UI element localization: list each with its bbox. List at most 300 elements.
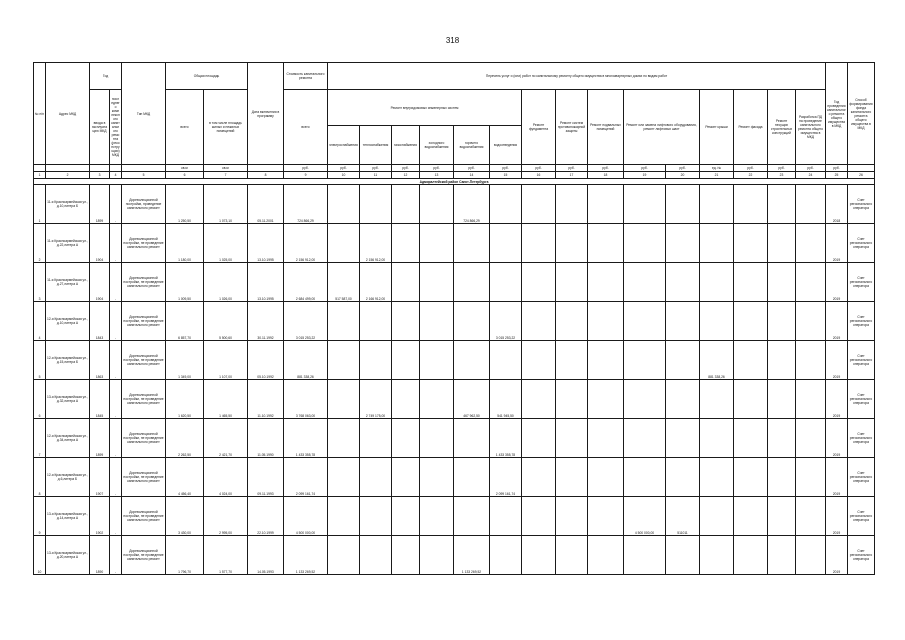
- cell-fund: Счет регионального оператора: [848, 380, 875, 419]
- cell-c12: [392, 380, 420, 419]
- cell-c15: 2 099 161,74: [490, 458, 522, 497]
- cell-c17: [556, 263, 588, 302]
- header-facade: Ремонт фасада: [734, 90, 768, 165]
- cell-date: 09.11.1993: [248, 458, 284, 497]
- cell-c16: [522, 224, 556, 263]
- cell-c13: [420, 458, 454, 497]
- cell-c14: [454, 302, 490, 341]
- cell-y1: 1904: [90, 224, 110, 263]
- cell-c20: [666, 536, 700, 575]
- cell-type: Дореволюционной постройки, не проведение капитального ремонт: [122, 536, 166, 575]
- column-number: 11: [360, 172, 392, 179]
- header-design: Разработка ПД на проведение капитального ремонта общего имущества в МКД: [796, 90, 826, 165]
- cell-c20: [666, 185, 700, 224]
- cell-y2: -: [110, 263, 122, 302]
- table-row: [34, 341, 875, 380]
- table-row: [34, 419, 875, 458]
- cell-y1: 1904: [90, 263, 110, 302]
- cell-year: 2019: [826, 380, 848, 419]
- cell-addr: 12-я Красноармейская ул., д.34,литера А: [46, 419, 90, 458]
- cell-a2: 1 026,00: [204, 263, 248, 302]
- cell-n: 4: [34, 302, 46, 341]
- column-number: 1: [34, 172, 46, 179]
- column-number: 20: [666, 172, 700, 179]
- cell-c12: [392, 341, 420, 380]
- cell-cost: 4 500 000,00: [284, 497, 328, 536]
- cell-c12: [392, 302, 420, 341]
- cell-year: 2019: [826, 458, 848, 497]
- cell-y2: -: [110, 185, 122, 224]
- cell-c17: [556, 302, 588, 341]
- cell-c12: [392, 458, 420, 497]
- cell-c15: [490, 341, 522, 380]
- unit-cell: руб.: [556, 165, 588, 172]
- cell-fund: Счет регионального оператора: [848, 536, 875, 575]
- cell-cost: 724 866,29: [284, 185, 328, 224]
- cell-c16: [522, 341, 556, 380]
- header-address: Адрес МКД: [46, 63, 90, 165]
- cell-a1: 1 250,50: [166, 185, 204, 224]
- cell-c21: [700, 419, 734, 458]
- cell-c15: [490, 497, 522, 536]
- cell-c17: [556, 497, 588, 536]
- header-cost-total: всего: [284, 90, 328, 165]
- unit-cell: [122, 165, 166, 172]
- cell-c18: [588, 341, 624, 380]
- header-area-group: Общая площадь: [166, 63, 248, 90]
- cell-fund: Счет регионального оператора: [848, 419, 875, 458]
- unit-cell: руб.: [284, 165, 328, 172]
- header-basement: Ремонт подвальных помещений: [588, 90, 624, 165]
- cell-c22: [734, 419, 768, 458]
- cell-c19: [624, 302, 666, 341]
- cell-fund: Счет регионального оператора: [848, 341, 875, 380]
- column-number: 15: [490, 172, 522, 179]
- cell-c16: [522, 302, 556, 341]
- cell-c24: [796, 185, 826, 224]
- cell-c23: [768, 419, 796, 458]
- cell-c18: [588, 497, 624, 536]
- cell-year: 2019: [826, 263, 848, 302]
- cell-c14: [454, 419, 490, 458]
- header-engineering-group: Ремонт внутридомовых инженерных систем: [328, 90, 522, 126]
- header-type: Тип МКД: [122, 63, 166, 165]
- cell-c19: [624, 536, 666, 575]
- cell-c14: 724 866,29: [454, 185, 490, 224]
- cell-c19: [624, 380, 666, 419]
- cell-c10: [328, 185, 360, 224]
- column-number: 22: [734, 172, 768, 179]
- cell-a1: 1 620,50: [166, 380, 204, 419]
- cell-c20: [666, 458, 700, 497]
- cell-c11: [360, 302, 392, 341]
- cell-a1: 1 180,00: [166, 224, 204, 263]
- cell-c14: [454, 341, 490, 380]
- header-cost-group: Стоимость капитального ремонта: [284, 63, 328, 90]
- cell-addr: 13-я Красноармейская ул., д.14,литера А: [46, 497, 90, 536]
- cell-c13: [420, 497, 454, 536]
- cell-a1: 1 349,00: [166, 341, 204, 380]
- cell-c16: [522, 458, 556, 497]
- cell-c11: [360, 185, 392, 224]
- cell-type: Дореволюционной постройки, не проведение капитального ремонт: [122, 263, 166, 302]
- cell-c11: [360, 341, 392, 380]
- cell-c15: 541 945,50: [490, 380, 522, 419]
- unit-cell: руб.: [392, 165, 420, 172]
- unit-cell: руб.: [768, 165, 796, 172]
- cell-addr: 11-я Красноармейская ул., д.22,литера А: [46, 224, 90, 263]
- header-cold-water: холодного водоснабжения: [420, 126, 454, 165]
- cell-c18: [588, 302, 624, 341]
- cell-c15: [490, 224, 522, 263]
- cell-cost: 2 684 499,00: [284, 263, 328, 302]
- cell-c24: [796, 419, 826, 458]
- cell-c11: 2 749 175,00: [360, 380, 392, 419]
- district-title: Адмиралтейский район Санкт-Петербурга: [34, 179, 875, 185]
- cell-c13: [420, 224, 454, 263]
- cell-c20: [666, 263, 700, 302]
- unit-cell: [90, 165, 110, 172]
- cell-c22: [734, 380, 768, 419]
- cell-y1: 1899: [90, 419, 110, 458]
- cell-c18: [588, 263, 624, 302]
- cell-c19: [624, 185, 666, 224]
- cell-c14: [454, 458, 490, 497]
- header-sewer: водоотведения: [490, 126, 522, 165]
- cell-a2: 1 107,00: [204, 341, 248, 380]
- header-gas: газоснабжения: [392, 126, 420, 165]
- header-area-residential: в том числе площадь жилых и нежилых помещений: [204, 90, 248, 165]
- cell-c22: [734, 224, 768, 263]
- cell-cost: 881 338,26: [284, 341, 328, 380]
- unit-cell: руб.: [360, 165, 392, 172]
- cell-c21: [700, 536, 734, 575]
- table-row: [34, 380, 875, 419]
- cell-c12: [392, 419, 420, 458]
- cell-c16: [522, 497, 556, 536]
- table-row: [34, 458, 875, 497]
- cell-c22: [734, 302, 768, 341]
- cell-year: 2019: [826, 341, 848, 380]
- cell-c23: [768, 497, 796, 536]
- unit-cell: руб.: [588, 165, 624, 172]
- cell-n: 5: [34, 341, 46, 380]
- cell-date: 05.11.2001: [248, 185, 284, 224]
- cell-year: 2019: [826, 224, 848, 263]
- column-number: 12: [392, 172, 420, 179]
- cell-type: Дореволюционной постройки, проведение капитального ремонт: [122, 185, 166, 224]
- header-area-total: всего: [166, 90, 204, 165]
- cell-c15: [490, 185, 522, 224]
- cell-type: Дореволюционной постройки, не проведение капитального ремонт: [122, 224, 166, 263]
- header-hot-water: горячего водоснабжения: [454, 126, 490, 165]
- header-year-group: Год: [90, 63, 122, 90]
- header-heat: теплоснабжения: [360, 126, 392, 165]
- cell-c22: [734, 185, 768, 224]
- cell-y1: 1863: [90, 341, 110, 380]
- cell-c10: [328, 341, 360, 380]
- cell-date: 13.10.1995: [248, 224, 284, 263]
- cell-c17: [556, 536, 588, 575]
- unit-cell: руб.: [328, 165, 360, 172]
- cell-c16: [522, 185, 556, 224]
- cell-fund: Счет регионального оператора: [848, 185, 875, 224]
- cell-c23: [768, 302, 796, 341]
- cell-a2: 1 073,10: [204, 185, 248, 224]
- cell-type: Дореволюционной постройки, не проведение капитального ремонт: [122, 380, 166, 419]
- cell-c12: [392, 536, 420, 575]
- cell-c16: [522, 263, 556, 302]
- cell-type: Дореволюционной постройки, не проведение капитального ремонт: [122, 341, 166, 380]
- unit-cell: кв.м: [166, 165, 204, 172]
- cell-c21: [700, 380, 734, 419]
- cell-c11: [360, 497, 392, 536]
- cell-c18: [588, 380, 624, 419]
- header-year-commission: ввода в эксплуатацию МКД: [90, 90, 110, 165]
- column-number: 16: [522, 172, 556, 179]
- cell-year: 2018: [826, 185, 848, 224]
- table-row: [34, 185, 875, 224]
- data-rows: [34, 185, 875, 575]
- column-number: 25: [826, 172, 848, 179]
- cell-addr: 11-я Красноармейская ул., д.10,литера Б: [46, 185, 90, 224]
- cell-c24: [796, 497, 826, 536]
- cell-year: 2019: [826, 536, 848, 575]
- cell-c19: [624, 263, 666, 302]
- cell-cost: 3 768 063,00: [284, 380, 328, 419]
- unit-cell: руб.: [734, 165, 768, 172]
- cell-c11: 2 166 912,00: [360, 263, 392, 302]
- cell-y2: -: [110, 458, 122, 497]
- cell-y1: 1843: [90, 302, 110, 341]
- column-number: 10: [328, 172, 360, 179]
- cell-addr: 11-я Красноармейская ул., д.27,литера А: [46, 263, 90, 302]
- cell-c21: [700, 263, 734, 302]
- unit-cell: [248, 165, 284, 172]
- cell-c12: [392, 263, 420, 302]
- cell-c24: [796, 302, 826, 341]
- cell-a1: 4 456,40: [166, 458, 204, 497]
- cell-c14: [454, 224, 490, 263]
- cell-y1: 1907: [90, 458, 110, 497]
- header-roof: Ремонт крыши: [700, 90, 734, 165]
- cell-c24: [796, 380, 826, 419]
- unit-cell: руб.: [522, 165, 556, 172]
- cell-c13: [420, 380, 454, 419]
- cell-c21: 881 338,26: [700, 341, 734, 380]
- table-row: [34, 224, 875, 263]
- cell-c20: 511011: [666, 497, 700, 536]
- cell-c19: [624, 419, 666, 458]
- cell-y1: 1890: [90, 536, 110, 575]
- cell-date: 05.10.1992: [248, 341, 284, 380]
- cell-a2: 4 024,00: [204, 458, 248, 497]
- cell-fund: Счет регионального оператора: [848, 224, 875, 263]
- unit-cell: [34, 165, 46, 172]
- column-number: 6: [166, 172, 204, 179]
- cell-a1: 1 796,70: [166, 536, 204, 575]
- cell-addr: 13-я Красноармейская ул., д.32,литера А: [46, 380, 90, 419]
- cell-fund: Счет регионального оператора: [848, 263, 875, 302]
- cell-c17: [556, 380, 588, 419]
- cell-c18: [588, 419, 624, 458]
- column-number: 26: [848, 172, 875, 179]
- column-number: 18: [588, 172, 624, 179]
- cell-c18: [588, 185, 624, 224]
- header-row-1: [34, 63, 875, 90]
- cell-n: 7: [34, 419, 46, 458]
- cell-date: 22.10.1999: [248, 497, 284, 536]
- cell-c24: [796, 341, 826, 380]
- column-number: 8: [248, 172, 284, 179]
- cell-c22: [734, 497, 768, 536]
- cell-fund: Счет регионального оператора: [848, 302, 875, 341]
- cell-c24: [796, 224, 826, 263]
- column-number: 23: [768, 172, 796, 179]
- cell-addr: 12-я Красноармейская ул., д.15,литера Б: [46, 341, 90, 380]
- unit-cell: [110, 165, 122, 172]
- cell-c20: [666, 341, 700, 380]
- cell-type: Дореволюционной постройки, не проведение капитального ремонт: [122, 458, 166, 497]
- cell-n: 2: [34, 224, 46, 263]
- cell-c21: [700, 302, 734, 341]
- cell-c11: 2 156 912,00: [360, 224, 392, 263]
- column-number: 21: [700, 172, 734, 179]
- cell-c14: [454, 263, 490, 302]
- cell-year: 2019: [826, 497, 848, 536]
- unit-cell: ед. №: [700, 165, 734, 172]
- column-number: 9: [284, 172, 328, 179]
- cell-y2: -: [110, 341, 122, 380]
- header-fire: Ремонт систем противопожарной защиты: [556, 90, 588, 165]
- cell-a2: 1 577,70: [204, 536, 248, 575]
- cell-date: 14.05.1993: [248, 536, 284, 575]
- cell-cost: 1 133 269,52: [284, 536, 328, 575]
- cell-c16: [522, 419, 556, 458]
- cell-c24: [796, 263, 826, 302]
- cell-a1: 1 009,50: [166, 263, 204, 302]
- cell-y2: -: [110, 302, 122, 341]
- column-number: 7: [204, 172, 248, 179]
- cell-c17: [556, 419, 588, 458]
- cell-c18: [588, 458, 624, 497]
- cell-c24: [796, 536, 826, 575]
- cell-a2: 2 421,70: [204, 419, 248, 458]
- cell-c10: [328, 497, 360, 536]
- cell-c21: [700, 224, 734, 263]
- cell-y1: 1845: [90, 380, 110, 419]
- cell-c14: 1 133 269,52: [454, 536, 490, 575]
- unit-cell: руб.: [796, 165, 826, 172]
- header-works-group: Перечень услуг и (или) работ по капитальному ремонту общего имущества в многоквартирных домах по видам работ: [328, 63, 826, 90]
- cell-n: 9: [34, 497, 46, 536]
- cell-c10: [328, 536, 360, 575]
- table-row: [34, 263, 875, 302]
- unit-cell: руб.: [826, 165, 848, 172]
- cell-c11: [360, 419, 392, 458]
- header-no: № п/п: [34, 63, 46, 165]
- cell-a1: 2 262,50: [166, 419, 204, 458]
- cell-c17: [556, 224, 588, 263]
- table-row: [34, 302, 875, 341]
- cell-c19: [624, 458, 666, 497]
- cell-c23: [768, 380, 796, 419]
- cell-cost: 3 015 253,22: [284, 302, 328, 341]
- cell-c12: [392, 497, 420, 536]
- cell-c15: 3 015 253,22: [490, 302, 522, 341]
- cell-c10: [328, 419, 360, 458]
- unit-cell: руб.: [624, 165, 666, 172]
- cell-c12: [392, 224, 420, 263]
- cell-type: Дореволюционной постройки, не проведение капитального ремонт: [122, 419, 166, 458]
- cell-c21: [700, 497, 734, 536]
- cell-c24: [796, 458, 826, 497]
- cell-a2: 1 025,00: [204, 224, 248, 263]
- cell-c19: [624, 341, 666, 380]
- column-number: 4: [110, 172, 122, 179]
- cell-c23: [768, 185, 796, 224]
- cell-n: 3: [34, 263, 46, 302]
- cell-c20: [666, 419, 700, 458]
- header-fund-method: Способ формирования фонда капитального ремонта общего имущества в МКД: [848, 63, 875, 165]
- cell-c18: [588, 224, 624, 263]
- cell-c23: [768, 224, 796, 263]
- cell-n: 6: [34, 380, 46, 419]
- cell-c10: [328, 224, 360, 263]
- unit-cell: руб.: [490, 165, 522, 172]
- cell-n: 8: [34, 458, 46, 497]
- cell-y2: -: [110, 536, 122, 575]
- cell-c18: [588, 536, 624, 575]
- cell-c13: [420, 341, 454, 380]
- cell-c10: [328, 302, 360, 341]
- cell-c13: [420, 302, 454, 341]
- cell-a1: 3 430,00: [166, 497, 204, 536]
- cell-addr: 12-я Красноармейская ул., д.10,литера А: [46, 302, 90, 341]
- unit-cell: руб.: [454, 165, 490, 172]
- cell-addr: 13-я Красноармейская ул., д.20,литера А: [46, 536, 90, 575]
- column-number: 19: [624, 172, 666, 179]
- table-row: [34, 497, 875, 536]
- cell-date: 13.10.1995: [248, 263, 284, 302]
- cell-y2: -: [110, 224, 122, 263]
- cell-c16: [522, 380, 556, 419]
- cell-a2: 5 500,60: [204, 302, 248, 341]
- cell-c22: [734, 263, 768, 302]
- column-number: 5: [122, 172, 166, 179]
- cell-a2: 2 995,00: [204, 497, 248, 536]
- cell-y2: -: [110, 380, 122, 419]
- header-structures: Ремонт несущих строительных конструкций: [768, 90, 796, 165]
- cell-c13: [420, 185, 454, 224]
- cell-c14: [454, 497, 490, 536]
- column-number: 3: [90, 172, 110, 179]
- column-number: 17: [556, 172, 588, 179]
- unit-cell: руб.: [420, 165, 454, 172]
- cell-a1: 6 857,70: [166, 302, 204, 341]
- cell-c20: [666, 224, 700, 263]
- cell-c13: [420, 263, 454, 302]
- cell-year: 2019: [826, 302, 848, 341]
- cell-c23: [768, 458, 796, 497]
- cell-c13: [420, 419, 454, 458]
- cell-y1: 1902: [90, 497, 110, 536]
- cell-c21: [700, 185, 734, 224]
- cell-c17: [556, 185, 588, 224]
- cell-y2: -: [110, 497, 122, 536]
- cell-c23: [768, 536, 796, 575]
- cell-c10: [328, 458, 360, 497]
